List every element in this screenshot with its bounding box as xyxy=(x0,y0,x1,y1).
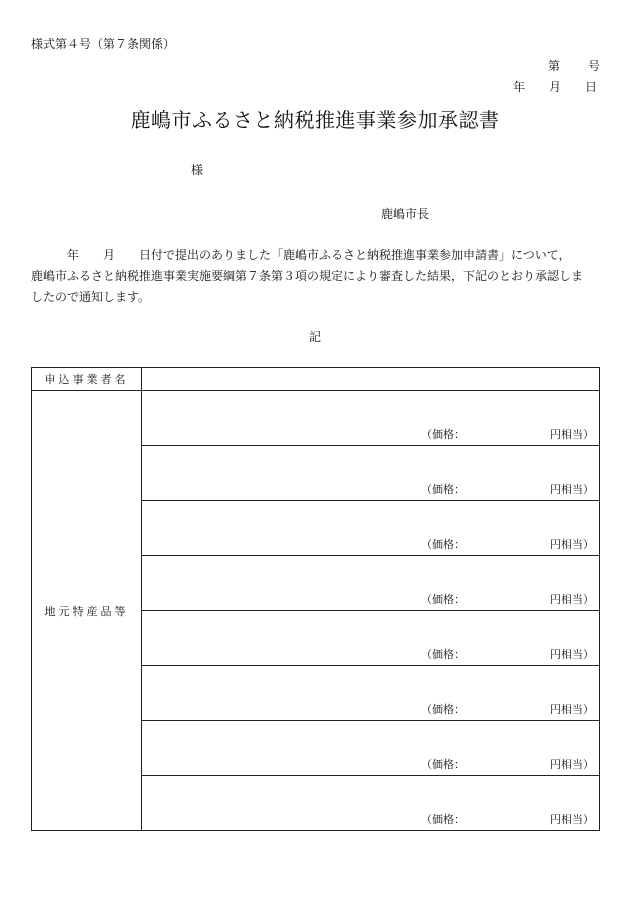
body-line-3: したので通知します。 xyxy=(31,290,151,304)
price-line xyxy=(421,426,594,442)
price-suffix: 円相当） xyxy=(550,593,594,606)
product-row xyxy=(32,391,600,446)
issue-date xyxy=(513,78,597,95)
document-title: 鹿嶋市ふるさと納税推進事業参加承認書 xyxy=(130,108,500,132)
price-suffix: 円相当） xyxy=(550,813,594,826)
price-prefix: （価格： xyxy=(421,538,465,551)
price-suffix: 円相当） xyxy=(550,538,594,551)
applicant-row xyxy=(32,368,600,391)
price-line xyxy=(421,481,594,497)
doc-number-label-go: 号 xyxy=(588,59,601,73)
price-suffix: 円相当） xyxy=(550,648,594,661)
price-line xyxy=(421,701,594,717)
product-field[interactable] xyxy=(142,611,600,666)
price-line xyxy=(421,591,594,607)
doc-number-label-dai: 第 xyxy=(548,59,561,73)
price-suffix: 円相当） xyxy=(550,758,594,771)
sender: 鹿嶋市長 xyxy=(381,207,430,221)
price-line xyxy=(421,646,594,662)
date-day-label: 日 xyxy=(585,80,598,94)
date-month-label: 月 xyxy=(549,80,562,94)
product-field[interactable] xyxy=(142,666,600,721)
approval-table xyxy=(31,367,600,831)
price-prefix: （価格： xyxy=(421,758,465,771)
price-prefix: （価格： xyxy=(421,593,465,606)
price-line xyxy=(421,756,594,772)
addressee: 様 xyxy=(191,163,204,177)
price-suffix: 円相当） xyxy=(550,703,594,716)
products-label: 地元特産品等 xyxy=(32,391,142,831)
product-field[interactable] xyxy=(142,391,600,446)
applicant-name-field[interactable] xyxy=(142,368,600,391)
body-line-2: 鹿嶋市ふるさと納税推進事業実施要綱第７条第３項の規定により審査した結果，下記のとおり承認しま xyxy=(31,269,584,283)
product-field[interactable] xyxy=(142,501,600,556)
date-year-label: 年 xyxy=(513,80,526,94)
price-prefix: （価格： xyxy=(421,428,465,441)
price-suffix: 円相当） xyxy=(550,483,594,496)
body-line-1: 年 月 日付で提出のありました「鹿嶋市ふるさと納税推進事業参加申請書」について， xyxy=(31,248,571,262)
price-prefix: （価格： xyxy=(421,648,465,661)
product-field[interactable] xyxy=(142,776,600,831)
price-suffix: 円相当） xyxy=(550,428,594,441)
ki-heading: 記 xyxy=(308,330,321,344)
price-prefix: （価格： xyxy=(421,703,465,716)
body-text xyxy=(31,245,599,308)
price-prefix: （価格： xyxy=(421,483,465,496)
applicant-label: 申込事業者名 xyxy=(32,368,142,391)
form-number: 様式第４号（第７条関係） xyxy=(31,37,176,51)
price-line xyxy=(421,536,594,552)
product-field[interactable] xyxy=(142,446,600,501)
document-number xyxy=(548,57,600,74)
price-line xyxy=(421,811,594,827)
product-field[interactable] xyxy=(142,721,600,776)
price-prefix: （価格： xyxy=(421,813,465,826)
product-field[interactable] xyxy=(142,556,600,611)
